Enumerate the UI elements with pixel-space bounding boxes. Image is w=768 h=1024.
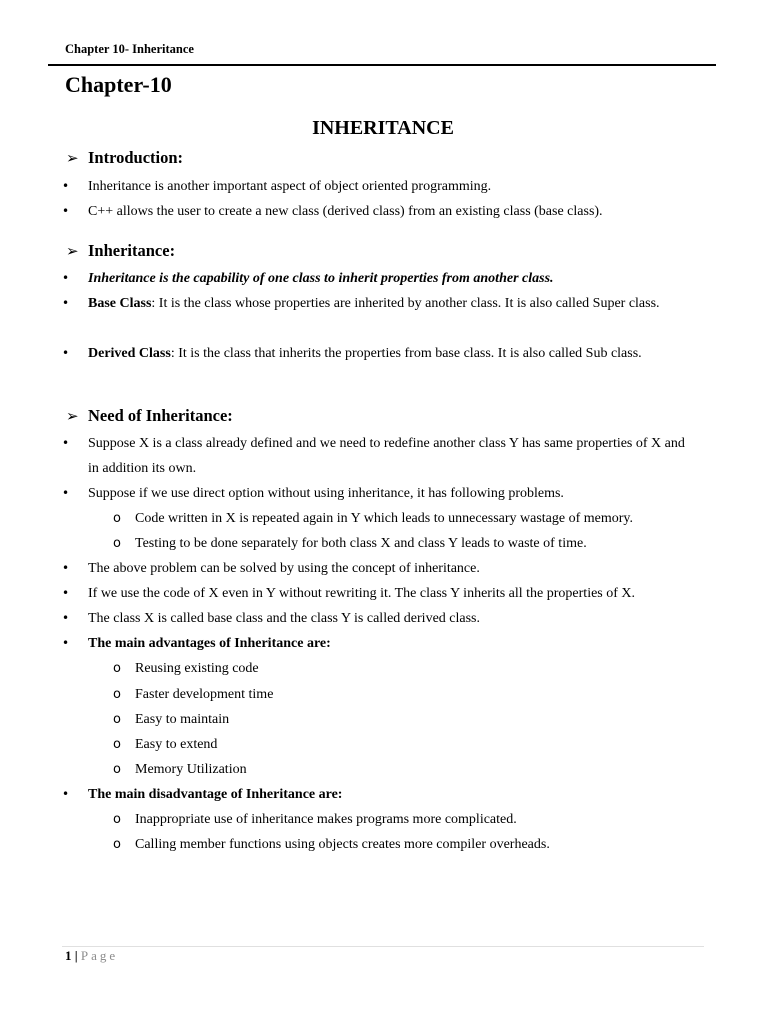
disadvantage-item: Inappropriate use of inheritance makes programs more complicated. [135,812,517,827]
derived-class-item [88,341,694,366]
list-item: If we use the code of X even in Y without rewriting it. The class Y inherits all the properties of X. [88,586,636,601]
advantage-item: Faster development time [135,687,274,702]
advantages-heading: The main advantages of Inheritance are: [88,636,331,651]
arrow-bullet-icon: ➢ [66,242,79,260]
arrow-bullet-icon: ➢ [66,149,79,167]
sub-bullet-icon: o [113,837,121,852]
sub-bullet-icon: o [113,737,121,752]
disadvantages-heading: The main disadvantage of Inheritance are: [88,787,343,802]
advantage-item: Easy to maintain [135,712,230,727]
section-heading-inheritance: ➢ Inheritance: [66,241,176,260]
derived-class-text: : It is the class that inherits the properties from base class. It is also called Sub class. [170,346,642,361]
page-title: INHERITANCE [312,117,454,139]
arrow-bullet-icon: ➢ [66,407,79,425]
advantage-item: Easy to extend [135,737,218,752]
bullet-icon: • [62,561,70,575]
disadvantage-item: Calling member functions using objects creates more compiler overheads. [135,837,550,852]
sub-bullet-icon: o [113,511,121,526]
list-item: C++ allows the user to create a new class (derived class) from an existing class (base class). [88,204,603,219]
base-class-term: Base Class [88,296,152,311]
bullet-icon: • [62,271,70,285]
advantage-item: Reusing existing code [135,661,259,676]
sub-bullet-icon: o [113,687,121,702]
sub-bullet-icon: o [113,712,121,727]
running-header: Chapter 10- Inheritance [65,42,194,56]
bullet-icon: • [62,296,70,310]
page-label: Page [80,948,119,963]
sub-bullet-icon: o [113,812,121,827]
bullet-icon: • [62,346,70,360]
bullet-icon: • [62,586,70,600]
list-item: Suppose X is a class already defined and we need to redefine another class Y has same properties of X and in addition its own. [88,436,685,476]
base-class-text: : It is the class whose properties are inherited by another class. It is also called Super class. [151,296,660,311]
page-number: 1 [65,948,72,963]
header-divider [48,64,716,66]
bullet-icon: • [62,179,70,193]
bullet-icon: • [62,787,70,801]
page-footer [65,948,118,964]
list-item: Suppose if we use direct option without using inheritance, it has following problems. [88,486,564,501]
sub-list-item: Testing to be done separately for both class X and class Y leads to waste of time. [135,536,587,551]
sub-list-item: Code written in X is repeated again in Y which leads to unnecessary wastage of memory. [135,511,634,526]
list-item: The class X is called base class and the class Y is called derived class. [88,611,480,626]
footer-separator: | [74,948,78,963]
list-item: Inheritance is another important aspect of object oriented programming. [88,179,492,194]
chapter-title: Chapter-10 [65,72,172,97]
inheritance-definition: Inheritance is the capability of one class to inherit properties from another class. [88,271,554,286]
sub-bullet-icon: o [113,661,121,676]
bullet-icon: • [62,436,70,450]
bullet-icon: • [62,204,70,218]
section-heading-need: ➢ Need of Inheritance: [66,406,233,425]
list-item: The above problem can be solved by using the concept of inheritance. [88,561,480,576]
bullet-icon: • [62,611,70,625]
base-class-item [88,291,694,316]
sub-bullet-icon: o [113,536,121,551]
bullet-icon: • [62,636,70,650]
section-heading-introduction: ➢ Introduction: [66,148,184,167]
derived-class-term: Derived Class [88,346,171,361]
sub-bullet-icon: o [113,762,121,777]
footer-divider [62,946,704,947]
advantage-item: Memory Utilization [135,762,247,777]
bullet-icon: • [62,486,70,500]
